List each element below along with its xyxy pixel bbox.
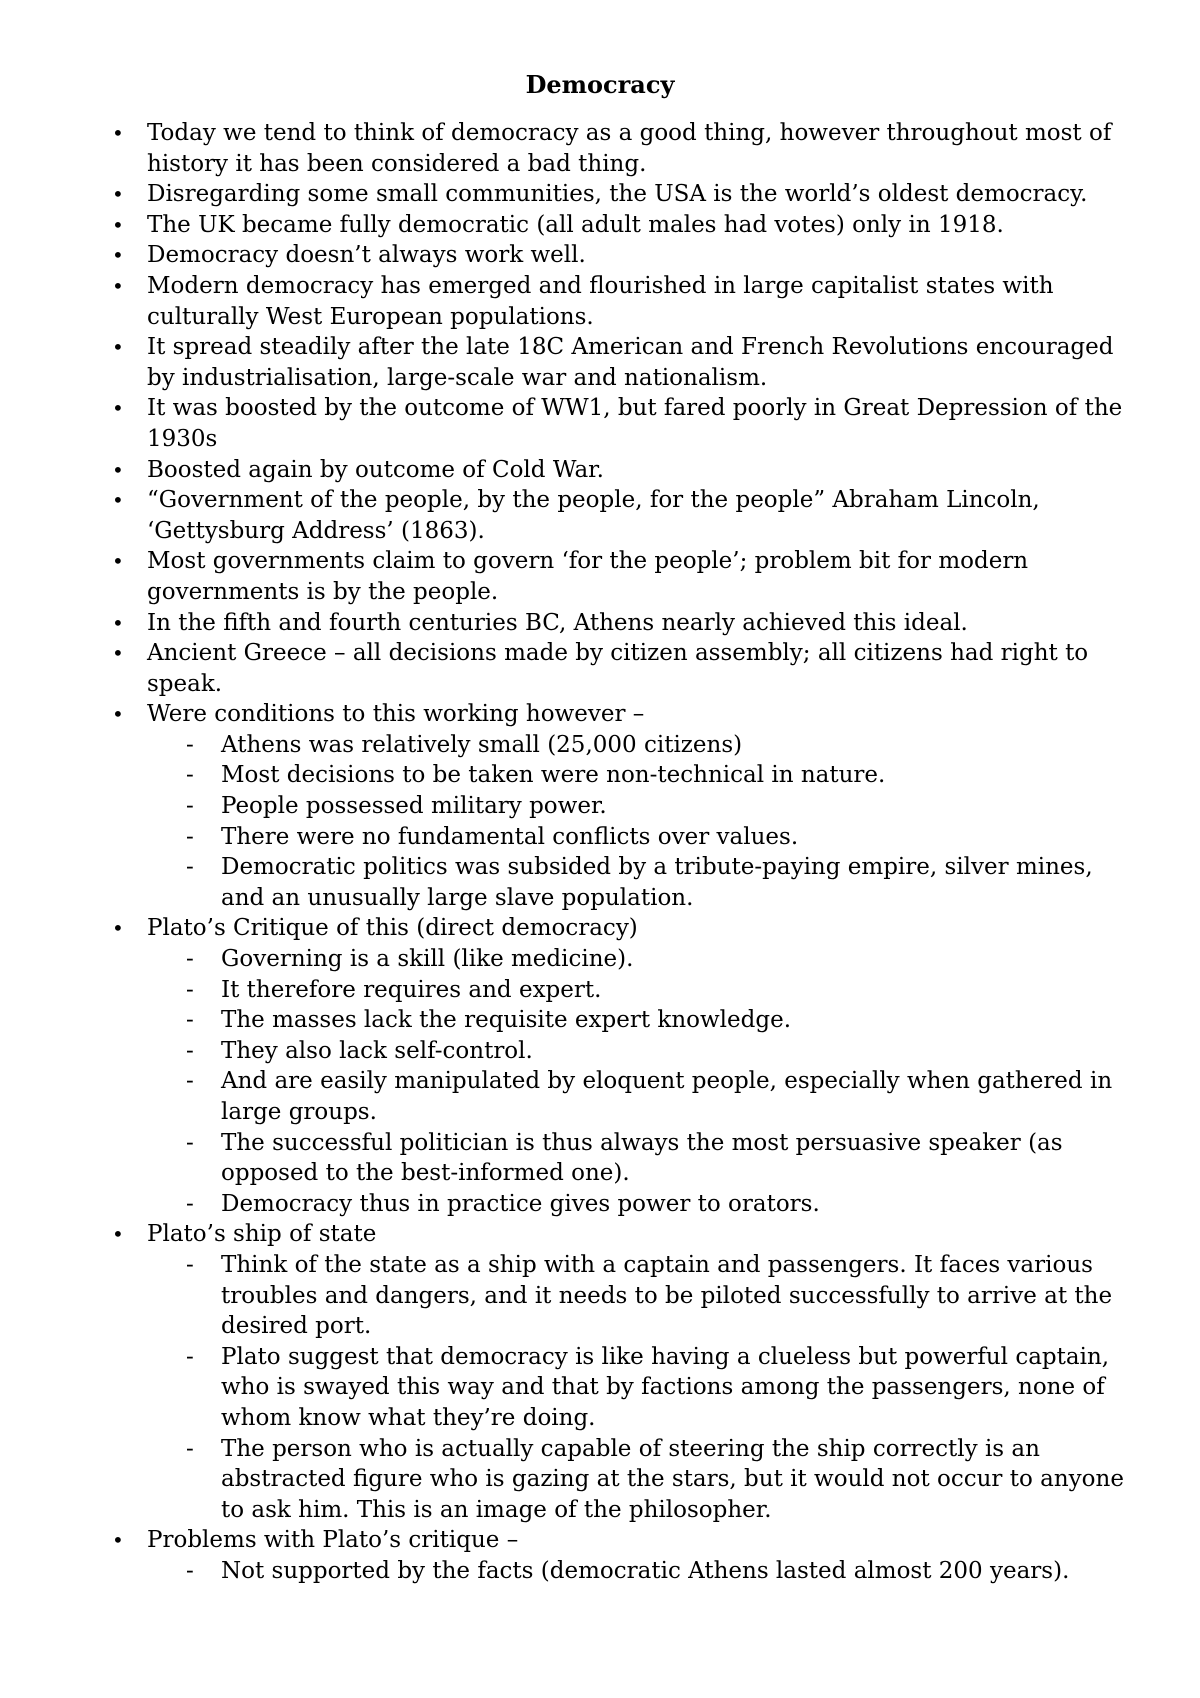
sub-item-text: Athens was relatively small (25,000 citizens) (221, 731, 743, 758)
sub-item-text: Not supported by the facts (democratic Athens lasted almost 200 years). (221, 1557, 1070, 1584)
bullet-item (0, 1525, 1137, 1586)
dash-marker: - (186, 1557, 194, 1584)
sub-item (0, 791, 1141, 822)
bullet-text: Problems with Plato’s critique – (147, 1527, 519, 1554)
bullet-item (0, 1219, 1137, 1525)
bullet-text: Plato’s ship of state (147, 1221, 377, 1248)
document-title: Democracy (525, 70, 675, 99)
bullet-item (0, 546, 1137, 607)
bullet-marker: • (112, 1222, 124, 1247)
bullet-text: Disregarding some small communities, the USA is the world’s oldest democracy. (147, 181, 1088, 208)
dash-marker: - (186, 1037, 194, 1064)
sub-item-text: There were no fundamental conflicts over values. (221, 823, 799, 850)
bullet-marker: • (112, 457, 124, 482)
sub-item (0, 822, 1141, 853)
sub-item (0, 852, 1141, 913)
bullet-item (0, 608, 1137, 639)
bullet-text: Were conditions to this working however – (147, 701, 645, 728)
dash-marker: - (186, 946, 194, 973)
sub-item-text: It therefore requires and expert. (221, 976, 602, 1003)
bullet-text: Modern democracy has emerged and flourished in large capitalist states with culturally West European populations. (147, 272, 1054, 330)
bullet-text: Democracy doesn’t always work well. (147, 242, 586, 269)
sub-item-text: Governing is a skill (like medicine). (221, 946, 634, 973)
bullet-marker: • (112, 335, 124, 360)
bullet-marker: • (112, 610, 124, 635)
sub-item (0, 1434, 1141, 1526)
bullet-item (0, 913, 1137, 1219)
sub-item (0, 760, 1141, 791)
bullet-text: In the fifth and fourth centuries BC, Athens nearly achieved this ideal. (147, 609, 968, 636)
bullet-item (0, 699, 1137, 913)
sub-item (0, 1342, 1141, 1434)
dash-marker: - (186, 976, 194, 1003)
bullet-item (0, 485, 1137, 546)
bullet-text: The UK became fully democratic (all adult males had votes) only in 1918. (147, 211, 1004, 238)
dash-marker: - (186, 1068, 194, 1095)
bullet-item (0, 240, 1137, 271)
bullet-item (0, 393, 1137, 454)
bullet-text: Boosted again by outcome of Cold War. (147, 456, 604, 483)
bullet-item (0, 638, 1137, 699)
dash-marker: - (186, 1251, 194, 1278)
bullet-item (0, 271, 1137, 332)
sub-item (0, 944, 1141, 975)
bullet-item (0, 179, 1137, 210)
bullet-item (0, 455, 1137, 486)
sub-item-text: The masses lack the requisite expert knowledge. (221, 1007, 792, 1034)
sub-item (0, 1128, 1141, 1189)
bullet-marker: • (112, 273, 124, 298)
dash-marker: - (186, 1129, 194, 1156)
sub-item (0, 1556, 1141, 1587)
dash-marker: - (186, 793, 194, 820)
bullet-marker: • (112, 702, 124, 727)
bullet-marker: • (112, 243, 124, 268)
sub-list (147, 730, 1137, 914)
sub-item-text: The successful politician is thus always the most persuasive speaker (as opposed to the best-informed one). (221, 1129, 1063, 1187)
dash-marker: - (186, 854, 194, 881)
bullet-marker: • (112, 916, 124, 941)
dash-marker: - (186, 731, 194, 758)
dash-marker: - (186, 1343, 194, 1370)
sub-list (147, 1556, 1137, 1587)
sub-item (0, 1066, 1141, 1127)
bullet-marker: • (112, 182, 124, 207)
bullet-marker: • (112, 121, 124, 145)
sub-item-text: Plato suggest that democracy is like having a clueless but powerful captain, who is swayed this way and that by factions among the passengers, none of whom know what they’re doing. (221, 1343, 1110, 1431)
dash-marker: - (186, 1435, 194, 1462)
sub-item (0, 1250, 1141, 1342)
bullet-marker: • (112, 1528, 124, 1553)
sub-item-text: Democracy thus in practice gives power to orators. (221, 1190, 820, 1217)
dash-marker: - (186, 762, 194, 789)
sub-item-text: Think of the state as a ship with a captain and passengers. It faces various troubles and dangers, and it needs to be piloted successfully to arrive at the desired port. (221, 1251, 1113, 1340)
sub-item-text: The person who is actually capable of steering the ship correctly is an abstracted figure who is gazing at the stars, but it would not occur to anyone to ask him. This is an image of the philosopher. (221, 1435, 1124, 1523)
bullet-marker: • (112, 641, 124, 666)
dash-marker: - (186, 823, 194, 850)
bullet-text: Today we tend to think of democracy as a good thing, however throughout most of history it has been considered a bad thing. (147, 120, 1112, 177)
bullet-text: “Government of the people, by the people, for the people” Abraham Lincoln, ‘Gettysburg Address’ (1863). (147, 487, 1040, 544)
sub-item (0, 1036, 1141, 1067)
bullet-marker: • (112, 212, 124, 237)
sub-item-text: People possessed military power. (221, 793, 607, 820)
sub-item (0, 975, 1141, 1006)
sub-list (147, 944, 1137, 1219)
sub-item-text: And are easily manipulated by eloquent people, especially when gathered in large groups. (221, 1068, 1113, 1125)
sub-item (0, 730, 1141, 761)
bullet-text: Plato’s Critique of this (direct democracy) (147, 915, 638, 942)
bullet-marker: • (112, 488, 124, 513)
bullet-text: Ancient Greece – all decisions made by citizen assembly; all citizens had right to speak. (147, 640, 1089, 697)
bullet-text: It spread steadily after the late 18C American and French Revolutions encouraged by industrialisation, large-scale war and nationalism. (147, 334, 1114, 391)
sub-item-text: They also lack self-control. (221, 1037, 533, 1064)
sub-list (147, 1250, 1137, 1525)
bullet-marker: • (112, 549, 124, 574)
bullet-item (0, 118, 1137, 179)
sub-item-text: Most decisions to be taken were non-technical in nature. (221, 762, 886, 789)
bullet-marker: • (112, 396, 124, 421)
sub-item-text: Democratic politics was subsided by a tribute-paying empire, silver mines, and an unusually large slave population. (221, 854, 1093, 911)
bullet-text: Most governments claim to govern ‘for the people’; problem bit for modern governments is by the people. (147, 548, 1029, 605)
bullet-item (0, 210, 1137, 241)
dash-marker: - (186, 1190, 194, 1217)
bullet-list (0, 118, 1137, 1587)
sub-item (0, 1005, 1141, 1036)
bullet-text: It was boosted by the outcome of WW1, but fared poorly in Great Depression of the 1930s (147, 395, 1123, 452)
dash-marker: - (186, 1007, 194, 1034)
bullet-item (0, 332, 1137, 393)
sub-item (0, 1189, 1141, 1220)
